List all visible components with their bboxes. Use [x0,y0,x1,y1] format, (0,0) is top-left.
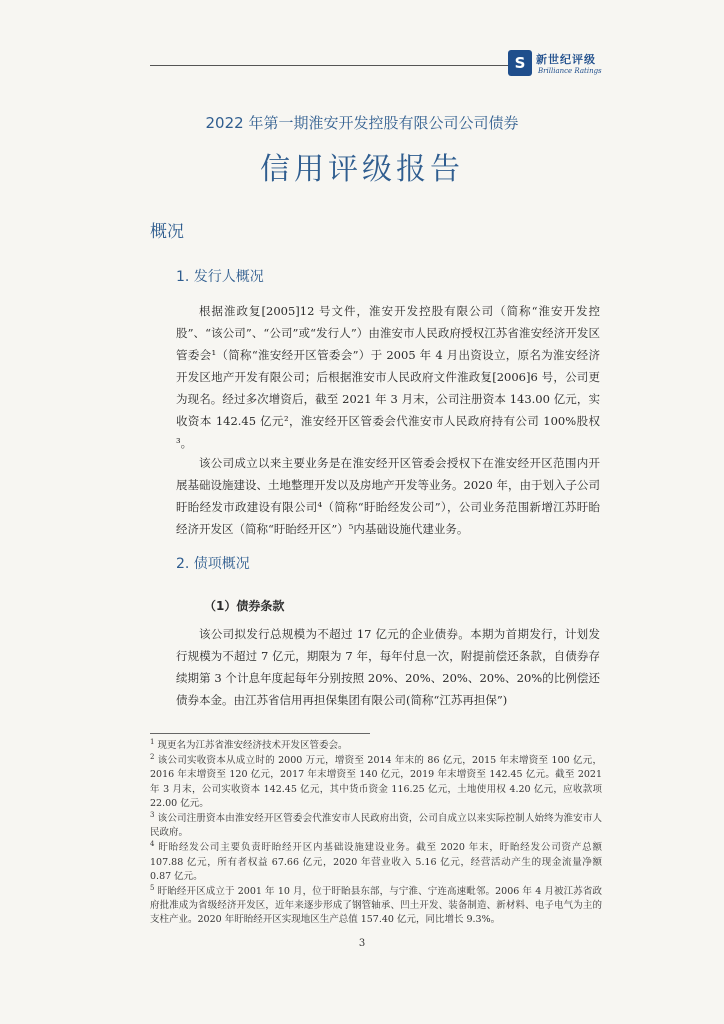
issuer-paragraph-1: 根据淮政复[2005]12 号文件，淮安开发控股有限公司（简称“淮安开发控股”、“该公司”、“公司”或“发行人”）由淮安市人民政府授权江苏省淮安经济开发区管委会¹（简称“淮安经开区管委会”）于 2005 年 4 月出资设立，原名为淮安经济开发区地产开发有限公司；后根据淮安市人民政府文件淮政复[2006]6 号，公司更为现名。经过多次增资后，截至 2021 年 3 月末，公司注册资本 143.00 亿元，实收资本 142.45 亿元²，淮安经开区管委会代淮安市人民政府持有公司 100%股权³。 [176,304,600,450]
footnotes [150,739,602,929]
footnote: $^4$ 盱眙经发公司主要负责盱眙经开区内基础设施建设业务。截至 2020 年末，盱眙经发公司资产总额 107.88 亿元，所有者权益 67.66 亿元，2020 年营业收入 5.16 亿元，经营活动产生的现金流量净额 0.87 亿元。 [150,840,602,882]
debt-overview-heading: 2. 债项概况 [176,556,250,572]
issuer-paragraph-2: 该公司成立以来主要业务是在淮安经开区管委会授权下在淮安经开区范围内开展基础设施建设、土地整理开发以及房地产开发等业务。2020 年，由于划入子公司盱眙经发市政建设有限公司⁴（简称“盱眙经发公司”），公司业务范围新增江苏盱眙经济开发区（简称“盱眙经开区”）⁵内基础设施代建业务。 [176,456,600,536]
footnote: $^5$ 盱眙经开区成立于 2001 年 10 月，位于盱眙县东部，与宁淮、宁连高速毗邻。2006 年 4 月被江苏省政府批准成为省级经济开发区，近年来逐步形成了钢管轴承、凹土开发、装备制造、新材料、电子电气为主的支柱产业。2020 年盱眙经开区实现地区生产总值 157.40 亿元，同比增长 9.3%。 [150,883,602,926]
footnote-separator [150,733,370,734]
document-subtitle: 2022 年第一期淮安开发控股有限公司公司债券 [205,114,519,132]
bond-terms-paragraph: 该公司拟发行总规模为不超过 17 亿元的企业债券。本期为首期发行，计划发行规模为不超过 7 亿元，期限为 7 年，每年付息一次，附提前偿还条款，自债券存续期第 3 个计息年度起每年分别按照 20%、20%、20%、20%、20%的比例偿还债券本金。由江苏省信用再担保集团有限公司(简称“江苏再担保”) [176,627,600,707]
logo-mark-icon: S [508,50,532,76]
footnote: $^2$ 该公司实收资本从成立时的 2000 万元，增资至 2014 年末的 86 亿元，2015 年末增资至 100 亿元，2016 年末增资至 120 亿元，2017 年末增资至 140 亿元，2019 年末增资至 142.45 亿元。截至 2021 年 3 月末，公司实收资本 142.45 亿元，其中货币资金 116.25 亿元，土地使用权 4.20 亿元，应收款项 22.00 亿元。 [150,753,602,809]
page-number: 3 [358,938,366,949]
document-title: 信用评级报告 [260,152,464,187]
logo-chinese-name: 新世纪评级 [536,53,596,66]
company-logo [508,50,608,86]
header-rule [150,65,508,66]
footnote: $^1$ 现更名为江苏省淮安经济技术开发区管委会。 [150,737,348,751]
logo-english-name: Brilliance Ratings [538,67,602,75]
section-title-overview: 概况 [150,222,184,242]
footnote: $^3$ 该公司注册资本由淮安经开区管委会代淮安市人民政府出资，公司自成立以来实际控制人始终为淮安市人民政府。 [150,810,602,839]
issuer-overview-heading: 1. 发行人概况 [176,269,264,285]
bond-terms-heading: （1）债券条款 [204,599,285,613]
